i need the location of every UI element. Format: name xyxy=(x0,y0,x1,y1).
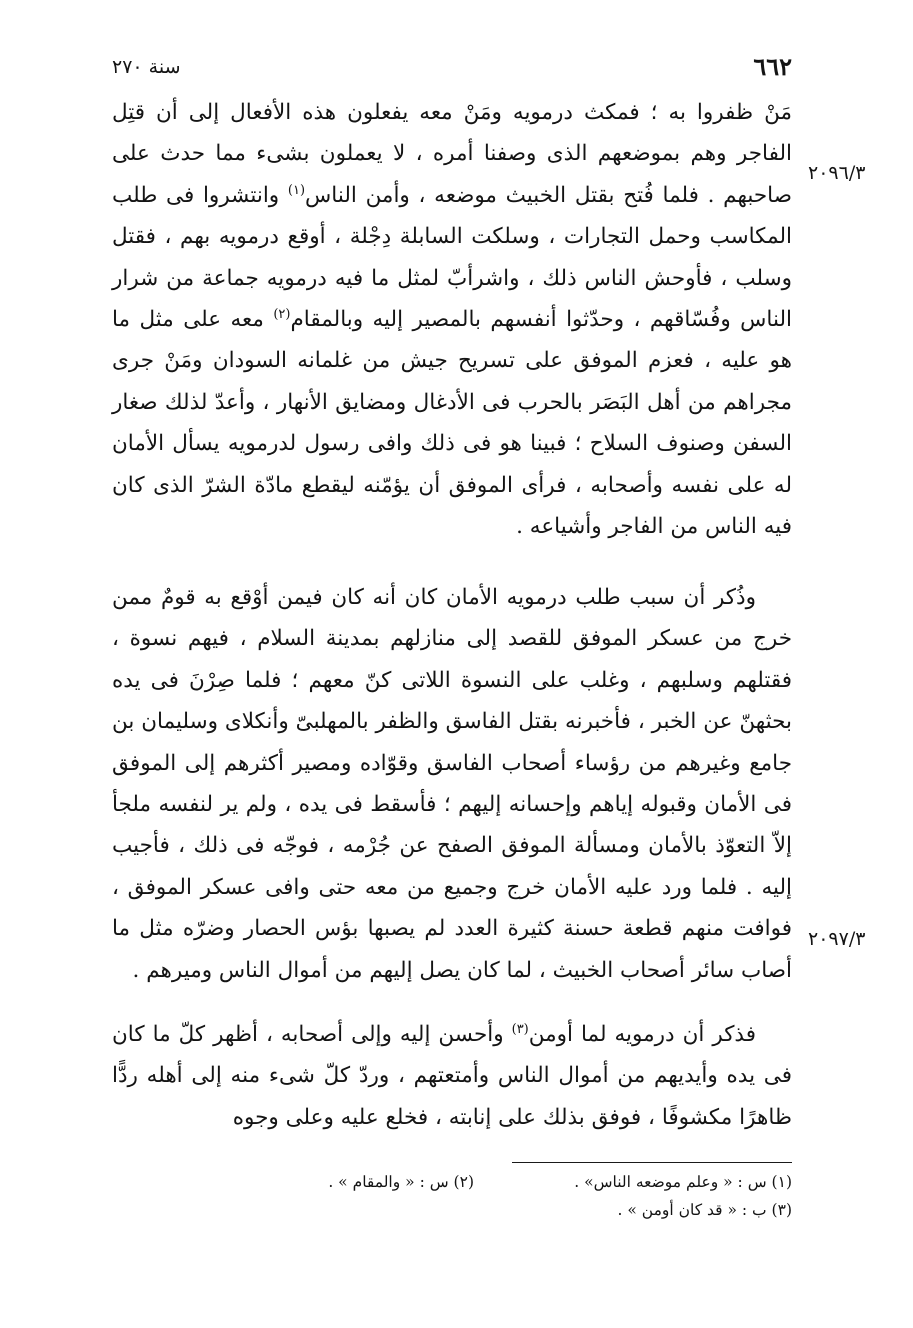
footnote-marker-3[interactable]: (٣) xyxy=(511,1021,529,1037)
footnote-2: (٢) س : « والمقام » . xyxy=(328,1173,474,1191)
paragraph-1-text-b: وانتشروا فى طلب المكاسب وحمل التجارات ، وسلكت السابلة دِجْلة ، أوقع درمويه بهم ، فقتل وسلب ، فأوحش الناس ذلك ، واشرأبّ لمثل ما فيه درمويه جماعة من شرار الناس وفُسّاقهم ، وحدّثوا أنفسهم بالمصير إليه وبالمقام xyxy=(112,182,792,333)
footnotes xyxy=(112,1168,792,1224)
year-label: سنة ٢٧٠ xyxy=(112,56,181,78)
margin-reference: ٢٠٩٧/٣ xyxy=(808,928,866,950)
paragraph-2-text: وذُكر أن سبب طلب درمويه الأمان كان أنه كان فيمن أوْقع به قومٌ ممن خرج من عسكر الموفق للقصد إلى منازلهم بمدينة السلام ، فيهم نسوة ، فقتلهم وسلبهم ، وغلب على النسوة اللاتى كنّ معهم ؛ فلما صِرْنَ فى يده بحثهنّ عن الخبر ، فأخبرنه بقتل الفاسق والظفر بالمهلبىّ وأنكلاى وسليمان بن جامع وغيرهم من رؤساء أصحاب الفاسق وقوّاده ومصير أكثرهم إلى الموفق فى الأمان وقبوله إياهم وإحسانه إليهم ؛ فأسقط فى يده ، ولم ير لنفسه ملجأ إلاّ التعوّذ بالأمان ومسألة الموفق الصفح عن جُرْمه ، فوجّه فى ذلك ، فأجيب إليه . فلما ورد عليه الأمان خرج وجميع من معه حتى وافى عسكر الموفق ، فوافت منهم قطعة حسنة كثيرة العدد لم يصبها بؤس الحصار وضرّه مثل ما أصاب سائر أصحاب الخبيث ، لما كان يصل إليهم من أموال الناس وميرهم . xyxy=(112,585,792,983)
footnote-marker-1[interactable]: (١) xyxy=(287,182,306,198)
paragraph-3-text-b: وأحسن إليه وإلى أصحابه ، أظهر كلّ ما كان فى يده وأيديهم من أموال الناس وأمتعتهم ، وردّ كلّ شىء منه إلى أهله ردًّا ظاهرًا مكشوفًا ، فوفق بذلك على إنابته ، فخلع عليه وعلى وجوه xyxy=(112,1022,792,1130)
footnote-3: (٣) ب : « قد كان أومن » . xyxy=(617,1201,792,1219)
footnote-marker-2[interactable]: (٢) xyxy=(273,306,291,322)
paragraph-1 xyxy=(112,92,792,547)
paragraph-2 xyxy=(112,577,792,991)
footnote-1: (١) س : « وعلم موضعه الناس» . xyxy=(574,1173,792,1191)
margin-reference: ٢٠٩٦/٣ xyxy=(808,162,866,184)
paragraph-3 xyxy=(112,1014,792,1138)
footnote-divider xyxy=(512,1162,792,1163)
footnote-row xyxy=(112,1168,792,1196)
paragraph-3-text-a: فذكر أن درمويه لما أومن xyxy=(528,1022,756,1047)
page-number: ٦٦٢ xyxy=(753,52,792,81)
page-header xyxy=(112,52,792,86)
footnote-row xyxy=(112,1196,792,1224)
paragraph-1-text-a: مَنْ ظفروا به ؛ فمكث درمويه ومَنْ معه يفعلون هذه الأفعال إلى أن قتِل الفاجر وهم بموضعهم الذى وصفنا أمره ، لا يعملون بشىء مما حدث على صاحبهم . فلما فُتح بقتل الخبيث موضعه ، وأمن الناس xyxy=(112,100,792,208)
paragraph-1-text-c: معه على مثل ما هو عليه ، فعزم الموفق على تسريح جيش من غلمانه السودان ومَنْ جرى مجراهم من أهل البَصَر بالحرب فى الأدغال ومضايق الأنهار ، وأعدّ لذلك صغار السفن وصنوف السلاح ؛ فبينا هو فى ذلك وافى رسول لدرمويه يسأل الأمان له على نفسه وأصحابه ، فرأى الموفق أن يؤمّنه ليقطع مادّة الشرّ الذى كان فيه الناس من الفاجر وأشياعه . xyxy=(112,307,792,540)
